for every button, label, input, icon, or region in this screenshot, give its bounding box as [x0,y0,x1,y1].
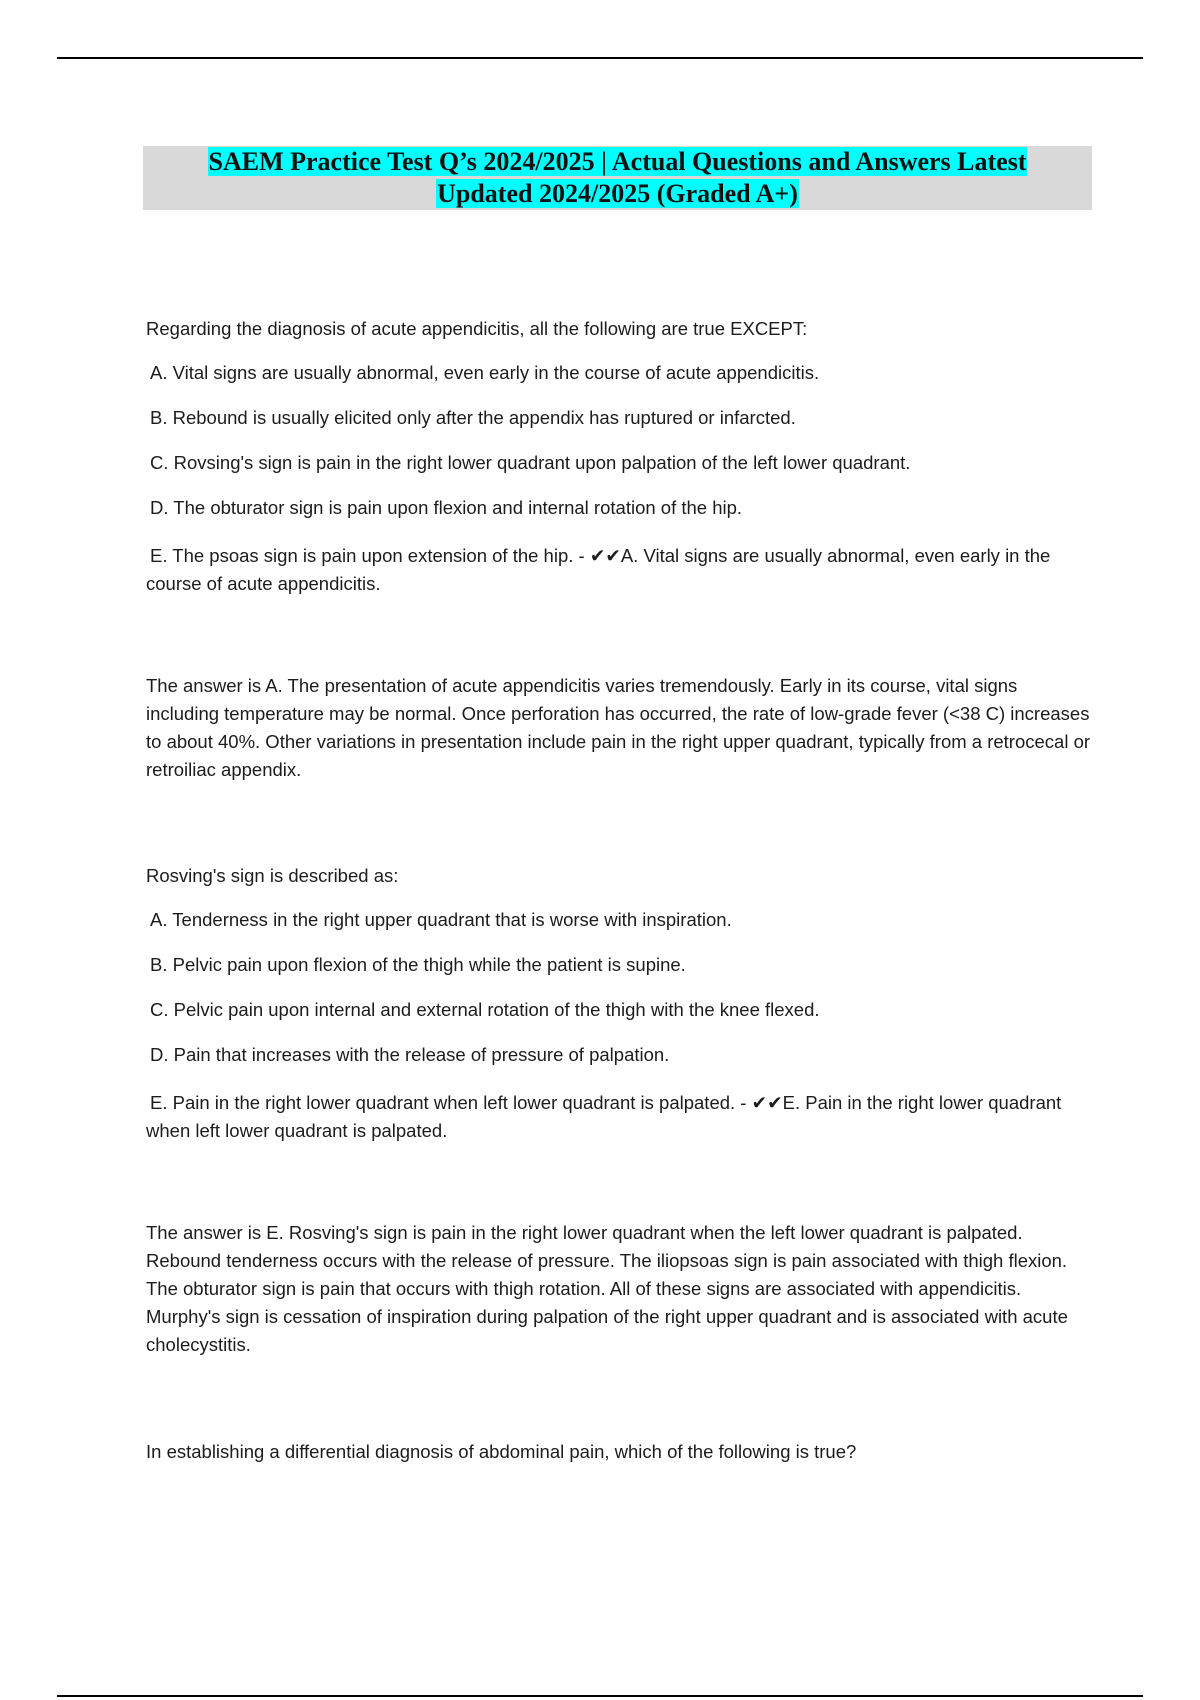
title-line-1: SAEM Practice Test Q’s 2024/2025 | Actual Questions and Answers Latest [208,147,1027,176]
question-3 [146,1438,1091,1466]
top-rule [57,57,1143,59]
document-body [146,315,1091,1466]
document-title [143,146,1092,210]
question-1-option-a: A. Vital signs are usually abnormal, even early in the course of acute appendicitis. [150,362,820,383]
question-2-option-d: D. Pain that increases with the release of pressure of palpation. [150,1044,670,1065]
question-1-option-d: D. The obturator sign is pain upon flexion and internal rotation of the hip. [150,497,743,518]
question-2-option-b: B. Pelvic pain upon flexion of the thigh while the patient is supine. [150,954,686,975]
question-1-option-e-answer: E. The psoas sign is pain upon extension of the hip. - ✔✔A. Vital signs are usually abnormal, even early in the course of acute appendicitis. [146,545,1051,594]
question-1-option-c: C. Rovsing's sign is pain in the right lower quadrant upon palpation of the left lower quadrant. [150,452,911,473]
question-2-option-c: C. Pelvic pain upon internal and external rotation of the thigh with the knee flexed. [150,999,820,1020]
question-2 [146,862,1091,1145]
title-line-2: Updated 2024/2025 (Graded A+) [437,179,798,208]
bottom-rule [57,1695,1143,1697]
question-1 [146,315,1091,598]
question-2-option-a: A. Tenderness in the right upper quadrant that is worse with inspiration. [150,909,732,930]
question-2-option-e-answer: E. Pain in the right lower quadrant when left lower quadrant is palpated. - ✔✔E. Pain in the right lower quadrant when left lower quadrant is palpated. [146,1092,1062,1141]
question-2-explanation: The answer is E. Rosving's sign is pain in the right lower quadrant when the left lower quadrant is palpated. Rebound tenderness occurs with the release of pressure. The iliopsoas sign is pain associated with thigh flexion. The obturator sign is pain that occurs with thigh rotation. All of these signs are associated with appendicitis. Murphy's sign is cessation of inspiration during palpation of the right upper quadrant and is associated with acute cholecystitis. [146,1222,1068,1355]
question-1-option-b: B. Rebound is usually elicited only after the appendix has ruptured or infarcted. [150,407,796,428]
question-1-explanation: The answer is A. The presentation of acute appendicitis varies tremendously. Early in its course, vital signs including temperature may be normal. Once perforation has occurred, the rate of low-grade fever (<38 C) increases to about 40%. Other variations in presentation include pain in the right upper quadrant, typically from a retrocecal or retroiliac appendix. [146,675,1091,780]
question-3-stem: In establishing a differential diagnosis of abdominal pain, which of the following is true? [146,1441,857,1462]
question-1-stem: Regarding the diagnosis of acute appendicitis, all the following are true EXCEPT: [146,318,808,339]
question-2-stem: Rosving's sign is described as: [146,865,399,886]
